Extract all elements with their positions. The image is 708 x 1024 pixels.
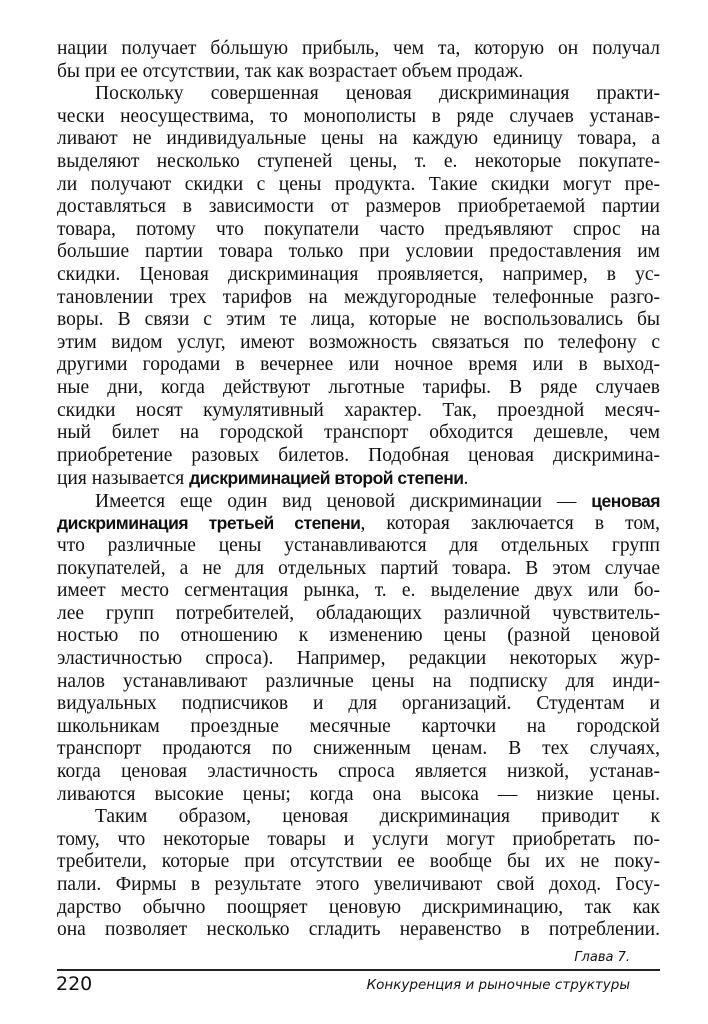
text-line bbox=[57, 61, 660, 84]
text-run: что различные цены устанавливаются для отдельных групп bbox=[57, 535, 660, 557]
bold-term: дискриминация третьей степени bbox=[57, 513, 361, 534]
text-line bbox=[57, 535, 660, 558]
text-run: ли получают скидки с цены продукта. Такие скидки могут пре- bbox=[57, 173, 660, 195]
text-line bbox=[57, 196, 660, 219]
text-run: доставляться в зависимости от размеров приобретаемой партии bbox=[57, 196, 660, 218]
text-run: товара, потому что покупатели часто предъявляют спрос на bbox=[57, 218, 660, 240]
text-line bbox=[57, 241, 660, 264]
text-line bbox=[57, 445, 660, 468]
text-line bbox=[57, 603, 660, 626]
text-line bbox=[57, 128, 660, 151]
bold-term: дискриминацией второй степени bbox=[189, 468, 464, 489]
text-run: ностью по отношению к изменению цены (разной ценовой bbox=[57, 625, 660, 647]
text-run: Таким образом, ценовая дискриминация приводит к bbox=[95, 806, 660, 828]
text-run: тановлении трех тарифов на междугородные телефонные разго- bbox=[57, 286, 660, 308]
text-run: скидки носят кумулятивный характер. Так, проездной месяч- bbox=[57, 399, 660, 421]
text-run: пали. Фирмы в результате этого увеличивают свой доход. Госу- bbox=[57, 873, 660, 895]
text-line bbox=[57, 716, 660, 739]
text-line bbox=[57, 738, 660, 761]
text-run: эластичностью спроса). Например, редакции некоторых жур- bbox=[57, 648, 660, 670]
text-line bbox=[57, 512, 660, 535]
text-run: Имеется еще один вид ценовой дискриминации — bbox=[95, 490, 592, 512]
text-run: выделяют несколько ступеней цены, т. е. некоторые покупате- bbox=[57, 150, 660, 172]
running-footer-section: Конкуренция и рыночные структуры bbox=[366, 977, 630, 993]
text-line bbox=[57, 851, 660, 874]
text-run: дарство обычно поощряет ценовую дискриминацию, так как bbox=[57, 896, 660, 918]
text-line bbox=[57, 219, 660, 242]
text-line bbox=[57, 829, 660, 852]
text-run: она позволяет несколько сгладить неравенство в потреблении. bbox=[57, 919, 660, 941]
text-run: тому, что некоторые товары и услуги могут приобретать по- bbox=[57, 828, 660, 850]
text-run: ция называется bbox=[57, 468, 190, 490]
text-run: требители, которые при отсутствии ее вообще бы их не поку- bbox=[57, 851, 660, 873]
text-run: Поскольку совершенная ценовая дискриминация практи- bbox=[95, 83, 660, 105]
text-line bbox=[57, 264, 660, 287]
text-run: , которая заключается в том, bbox=[360, 513, 660, 535]
text-run: когда ценовая эластичность спроса является низкой, устанав- bbox=[57, 761, 660, 782]
text-line bbox=[57, 625, 660, 648]
text-line bbox=[57, 919, 660, 942]
text-line bbox=[57, 287, 660, 310]
text-line bbox=[57, 648, 660, 671]
text-run: ный билет на городской транспорт обходится дешевле, чем bbox=[57, 422, 660, 444]
footer-rule bbox=[57, 969, 660, 971]
bold-term: ценовая bbox=[591, 490, 660, 511]
body-text bbox=[57, 38, 660, 942]
text-line bbox=[57, 106, 660, 129]
text-run: другими городами в вечернее или ночное время или в выход- bbox=[57, 354, 660, 376]
text-run: нации получает бóльшую прибыль, чем та, которую он получал bbox=[57, 38, 660, 59]
text-run: . bbox=[463, 468, 469, 490]
text-run: покупателей, а не для отдельных партий товара. В этом случае bbox=[57, 557, 660, 579]
text-run: скидки. Ценовая дискриминация проявляется, например, в ус- bbox=[57, 263, 660, 285]
text-line bbox=[57, 761, 660, 784]
text-run: имеет место сегментация рынка, т. е. выделение двух или бо- bbox=[57, 580, 660, 602]
text-run: видуальных подписчиков и для организаций. Студентам и bbox=[57, 693, 660, 715]
text-run: лее групп потребителей, обладающих различной чувствитель- bbox=[57, 602, 660, 624]
text-line bbox=[57, 83, 660, 106]
text-run: воры. В связи с этим те лица, которые не воспользовались бы bbox=[57, 309, 660, 331]
text-line bbox=[57, 467, 660, 490]
running-footer-chapter: Глава 7. bbox=[574, 950, 630, 965]
text-run: этим видом услуг, имеют возможность связаться по телефону с bbox=[57, 331, 660, 353]
text-line bbox=[57, 174, 660, 197]
text-run: чески неосуществима, то монополисты в ряде случаев устанав- bbox=[57, 105, 660, 127]
text-line bbox=[57, 693, 660, 716]
text-run: бы при ее отсутствии, так как возрастает объем продаж. bbox=[57, 60, 524, 82]
text-run: большие партии товара только при условии предоставления им bbox=[57, 241, 660, 263]
text-line bbox=[57, 151, 660, 174]
text-run: школьникам проездные месячные карточки на городской bbox=[57, 715, 660, 737]
text-run: транспорт продаются по сниженным ценам. В тех случаях, bbox=[57, 738, 660, 760]
text-line bbox=[57, 490, 660, 513]
text-line bbox=[57, 400, 660, 423]
text-line bbox=[57, 897, 660, 920]
text-run: приобретение разовых билетов. Подобная ценовая дискримина- bbox=[57, 444, 660, 466]
text-line bbox=[57, 784, 660, 807]
text-line bbox=[57, 558, 660, 581]
text-line bbox=[57, 806, 660, 829]
text-line bbox=[57, 354, 660, 377]
text-line bbox=[57, 422, 660, 445]
text-line bbox=[57, 874, 660, 897]
text-line bbox=[57, 332, 660, 355]
text-line bbox=[57, 377, 660, 400]
text-run: налов устанавливают различные цены на подписку для инди- bbox=[57, 670, 660, 692]
text-run: ливаются высокие цены; когда она высока — низкие цены. bbox=[57, 783, 660, 805]
page-number: 220 bbox=[56, 973, 93, 995]
text-line bbox=[57, 671, 660, 694]
text-run: ные дни, когда действуют льготные тарифы. В ряде случаев bbox=[57, 376, 660, 398]
text-line bbox=[57, 38, 660, 61]
text-run: ливают не индивидуальные цены на каждую единицу товара, а bbox=[57, 128, 660, 150]
text-line bbox=[57, 580, 660, 603]
text-line bbox=[57, 309, 660, 332]
